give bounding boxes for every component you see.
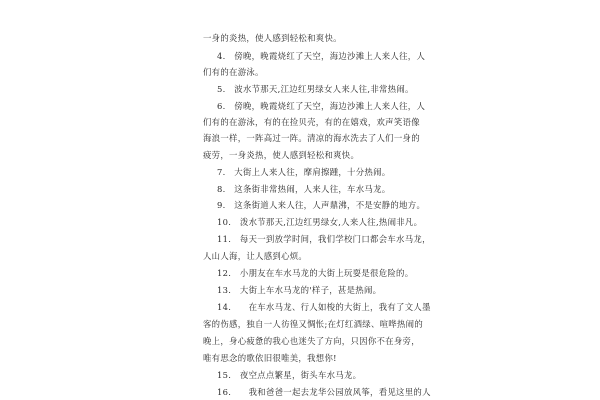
text-line-21: 15. 夜空点点繁星，街头车水马龙。 xyxy=(217,370,362,380)
text-line-1: 一身的炎热，使人感到轻松和爽快。 xyxy=(203,33,342,43)
text-line-7: 海浪一样，一阵高过一阵。清凉的海水洗去了人们一身的 xyxy=(203,133,420,143)
text-line-6: 们有的在游泳，有的在捡贝壳，有的在嬉戏，欢声笑语像 xyxy=(203,117,420,127)
text-line-16: 13. 大街上车水马龙的'样子，甚是热闹。 xyxy=(217,285,382,295)
text-line-19: 晚上，身心疲惫的我心也迷失了方向，只因你不在身旁， xyxy=(203,336,420,346)
text-line-14: 人山人海，让人感到心烦。 xyxy=(203,251,308,261)
text-line-15: 12. 小朋友在车水马龙的大街上玩耍是很危险的。 xyxy=(217,268,414,278)
text-line-10: 8. 这条街非常热闹，人来人往，车水马龙。 xyxy=(217,184,391,194)
text-line-8: 疲劳，一身炎热，使人感到轻松和爽快。 xyxy=(203,150,360,160)
text-line-20: 唯有思念的歌依旧很唯美，我想你! xyxy=(203,353,337,363)
text-line-4: 5. 波水节那天,江边红男绿女人来人往,非常热闹。 xyxy=(217,84,414,94)
text-line-5: 6. 傍晚，晚霞烧红了天空，海边沙滩上人来人往，人 xyxy=(217,101,426,111)
text-line-12: 10. 泼水节那天,江边红男绿女,人来人往,热闹非凡。 xyxy=(217,217,423,227)
text-line-22: 16. 我和爸爸一起去龙华公园放风筝，看见这里的人 xyxy=(217,387,431,397)
text-line-18: 客的伤感，独自一人彷徨又惆怅;在灯红酒绿、喧哗热闹的 xyxy=(203,319,423,329)
text-line-13: 11. 每天一到放学时间，我们学校门口都会车水马龙， xyxy=(217,234,431,244)
text-line-9: 7. 大街上人来人往，摩肩擦踵，十分热闹。 xyxy=(217,167,391,177)
text-line-2: 4. 傍晚，晚霞烧红了天空，海边沙滩上人来人往，人 xyxy=(217,51,426,61)
text-line-17: 14. 在车水马龙、行人如梭的大街上，我有了文人墨 xyxy=(217,302,431,312)
text-line-3: 们有的在游泳。 xyxy=(203,67,264,77)
text-line-11: 9. 这条街道人来人往，人声鼎沸，不是安静的地方。 xyxy=(217,200,426,210)
